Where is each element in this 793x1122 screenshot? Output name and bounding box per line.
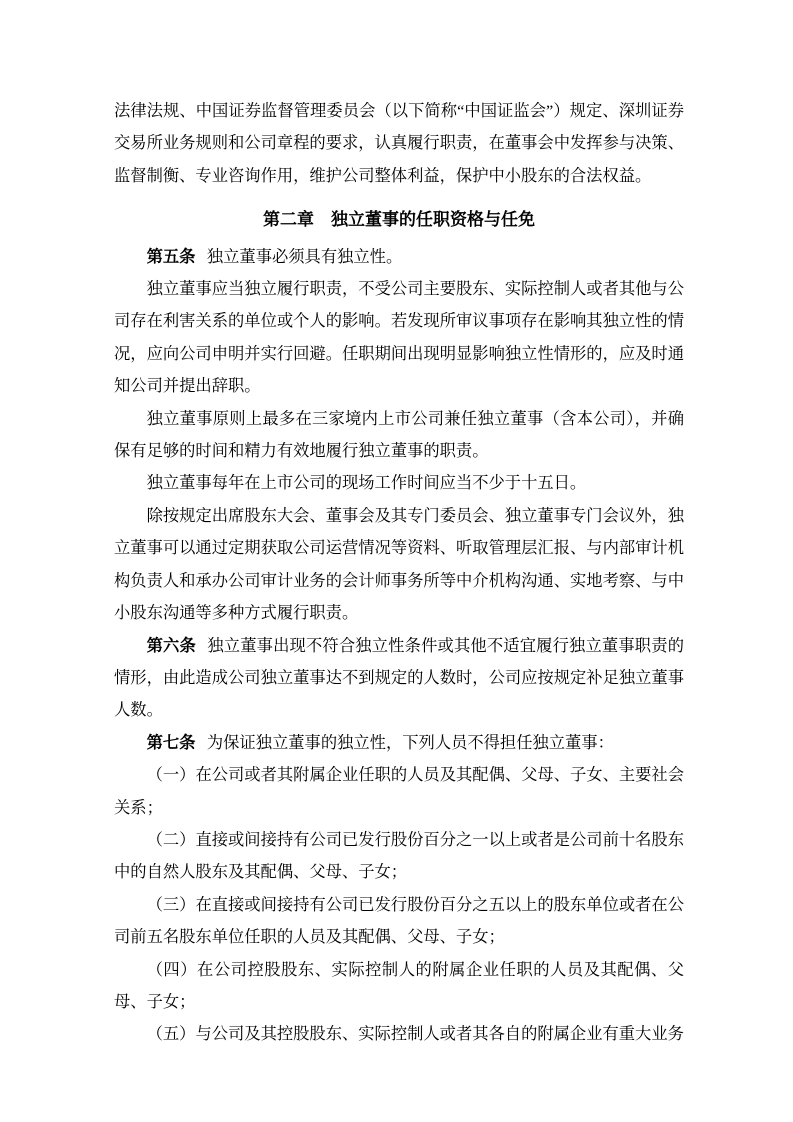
paragraph: （二）直接或间接持有公司已发行股份百分之一以上或者是公司前十名股东中的自然人股东及其配偶、父母、子女； — [114, 829, 684, 882]
paragraph: 法律法规、中国证券监督管理委员会（以下简称“中国证监会”）规定、深圳证券交易所业务规则和公司章程的要求，认真履行职责，在董事会中发挥参与决策、监督制衡、专业咨询作用，维护公司整体利益，保护中小股东的合法权益。 — [114, 101, 684, 185]
clause-number: 第六条 — [146, 636, 196, 655]
clause-paragraph: 第七条 为保证独立董事的独立性，下列人员不得担任独立董事： — [146, 732, 614, 752]
paragraph: （三）在直接或间接持有公司已发行股份百分之五以上的股东单位或者在公司前五名股东单位任职的人员及其配偶、父母、子女； — [114, 894, 684, 947]
document-content — [114, 95, 684, 1051]
paragraph: （一）在公司或者其附属企业任职的人员及其配偶、父母、子女、主要社会关系； — [114, 765, 684, 817]
clause-paragraph: 第六条 独立董事出现不符合独立性条件或其他不适宜履行独立董事职责的情形，由此造成公司独立董事达不到规定的人数时，公司应按规定补足独立董事人数。 — [114, 635, 684, 720]
paragraph: （五）与公司及其控股股东、实际控制人或者其各自的附属企业有重大业务 — [146, 1024, 684, 1044]
clause-number: 第七条 — [146, 733, 196, 752]
paragraph: 独立董事每年在上市公司的现场工作时间应当不少于十五日。 — [146, 473, 587, 493]
chapter-heading: 第二章 独立董事的任职资格与任免 — [263, 210, 535, 230]
clause-number: 第五条 — [146, 247, 196, 266]
paragraph: 独立董事原则上最多在三家境内上市公司兼任独立董事（含本公司），并确保有足够的时间和精力有效地履行独立董事的职责。 — [114, 408, 684, 461]
paragraph: （四）在公司控股股东、实际控制人的附属企业任职的人员及其配偶、父母、子女； — [114, 959, 684, 1011]
clause-paragraph: 第五条 独立董事必须具有独立性。 — [146, 246, 403, 266]
paragraph: 除按规定出席股东大会、董事会及其专门委员会、独立董事专门会议外，独立董事可以通过定期获取公司运营情况等资料、听取管理层汇报、与内部审计机构负责人和承办公司审计业务的会计师事务所等中介机构沟通、实地考察、与中小股东沟通等多种方式履行职责。 — [114, 505, 684, 623]
paragraph: 独立董事应当独立履行职责，不受公司主要股东、实际控制人或者其他与公司存在利害关系的单位或个人的影响。若发现所审议事项存在影响其独立性的情况，应向公司申明并实行回避。任职期间出现明显影响独立性情形的，应及时通知公司并提出辞职。 — [114, 279, 684, 396]
